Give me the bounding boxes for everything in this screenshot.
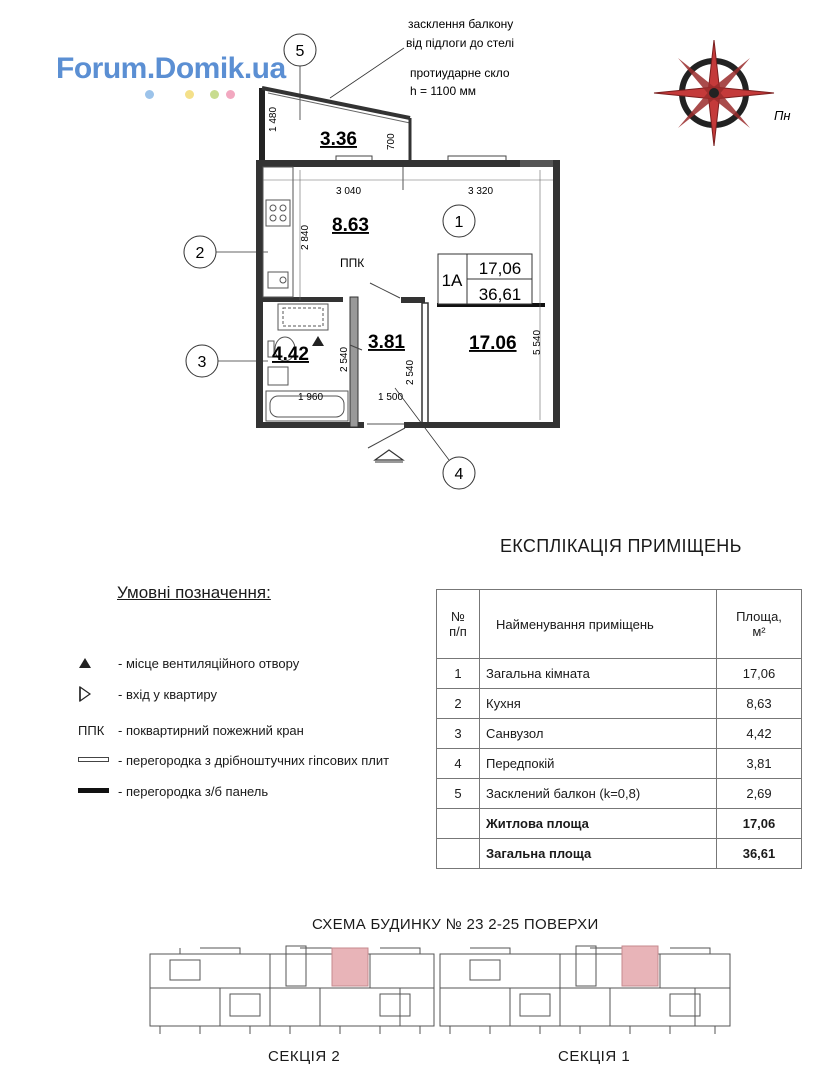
table-row	[437, 779, 802, 809]
table-header	[437, 590, 802, 659]
room-area-balcony: 3.36	[320, 129, 357, 150]
row-name: Загальна кімната	[480, 659, 717, 689]
header-name: Найменування приміщень	[480, 590, 717, 659]
row-area: 3,81	[717, 749, 802, 779]
row-num: 3	[437, 719, 480, 749]
svg-text:4: 4	[454, 466, 464, 483]
legend-item-text: - поквартирний пожежний кран	[118, 722, 304, 738]
row-name: Кухня	[480, 689, 717, 719]
legend-symbol-ppk: ППК	[78, 722, 105, 738]
total-name: Загальна площа	[480, 839, 717, 869]
header-area-line1: Площа,	[736, 609, 782, 624]
callout-4	[395, 388, 475, 489]
dim-kitchen-height: 2 840	[300, 224, 311, 250]
row-name: Засклений балкон (k=0,8)	[480, 779, 717, 809]
row-name: Передпокій	[480, 749, 717, 779]
dim-living-width: 3 320	[468, 186, 494, 197]
svg-text:1 480: 1 480	[268, 106, 279, 132]
table-total-row	[437, 809, 802, 839]
callout-5	[284, 34, 316, 120]
note-balcony-glazing-2: від підлоги до стелі	[406, 36, 515, 50]
row-num: 1	[437, 659, 480, 689]
thick-wall-icon	[78, 787, 110, 795]
svg-text:2: 2	[195, 245, 205, 262]
thin-wall-icon	[78, 756, 110, 764]
dim-kitchen-width: 3 040	[336, 186, 362, 197]
ppk-label: ППК	[340, 256, 365, 270]
highlighted-apartment	[332, 948, 368, 986]
legend-item	[78, 751, 389, 769]
table-row	[437, 659, 802, 689]
legend-item-text: - перегородка з/б панель	[118, 783, 269, 799]
legend-item	[78, 721, 304, 739]
section-2-label: СЕКЦІЯ 2	[268, 1048, 341, 1065]
legend-item	[78, 782, 268, 800]
legend-title: Умовні позначення:	[117, 583, 271, 602]
table-row	[437, 749, 802, 779]
section-1-label: СЕКЦІЯ 1	[558, 1048, 631, 1065]
compass-label: Пн	[774, 108, 791, 123]
header-area	[717, 590, 802, 659]
floor-plan	[0, 0, 832, 500]
callout-1	[443, 205, 475, 237]
total-name: Житлова площа	[480, 809, 717, 839]
dim-hall-height: 2 540	[405, 359, 416, 385]
row-area: 17,06	[717, 659, 802, 689]
svg-text:700: 700	[386, 133, 397, 150]
legend-item-text: - вхід у квартиру	[118, 686, 217, 702]
explication-title: ЕКСПЛІКАЦІЯ ПРИМІЩЕНЬ	[500, 536, 742, 556]
legend-item	[78, 654, 299, 672]
header-area-line2: м²	[752, 624, 766, 639]
callout-3	[186, 345, 268, 377]
legend-item-text: - місце вентиляційного отвору	[118, 655, 300, 671]
row-name: Санвузол	[480, 719, 717, 749]
dim-bath-height: 2 540	[339, 346, 350, 372]
svg-text:1: 1	[454, 214, 464, 231]
legend-item	[78, 685, 217, 703]
row-num: 2	[437, 689, 480, 719]
table-row	[437, 689, 802, 719]
row-num: 5	[437, 779, 480, 809]
highlighted-apartment	[622, 946, 658, 986]
total-area: 36,61	[717, 839, 802, 869]
vent-triangle-icon	[312, 336, 324, 346]
entrance-icon	[375, 450, 403, 460]
dim-total-height: 5 540	[532, 329, 543, 355]
callout-2	[184, 236, 268, 268]
svg-text:1А: 1А	[441, 271, 463, 290]
kitchen-fixtures	[263, 167, 293, 297]
explication-table	[436, 589, 802, 869]
note-glass-2: h = 1100 мм	[410, 84, 476, 98]
row-area: 8,63	[717, 689, 802, 719]
note-glass-1: протиударне скло	[410, 66, 510, 80]
note-balcony-glazing-1: засклення балкону	[408, 17, 514, 31]
dim-hall-width: 1 500	[378, 392, 404, 403]
scheme-title: СХЕМА БУДИНКУ № 23 2-25 ПОВЕРХИ	[312, 916, 599, 933]
row-num: 4	[437, 749, 480, 779]
svg-text:36,61: 36,61	[478, 285, 522, 304]
vent-triangle-icon	[78, 657, 92, 669]
table-row	[437, 719, 802, 749]
room-area-living: 17.06	[469, 333, 517, 354]
svg-text:17,06: 17,06	[478, 259, 522, 278]
balcony	[262, 88, 506, 166]
watermark-logo: Forum.Domik.ua	[56, 52, 286, 85]
apartment-label	[438, 254, 532, 304]
legend-item-text: - перегородка з дрібноштучних гіпсових плит	[118, 752, 390, 768]
room-area-bathroom: 4.42	[272, 344, 309, 365]
header-num	[437, 590, 480, 659]
row-area: 4,42	[717, 719, 802, 749]
svg-text:3: 3	[197, 354, 207, 371]
row-area: 2,69	[717, 779, 802, 809]
entrance-icon	[78, 686, 92, 702]
room-area-kitchen: 8.63	[332, 215, 369, 236]
total-area: 17,06	[717, 809, 802, 839]
header-num-line2: п/п	[449, 624, 467, 639]
dim-bath-width: 1 960	[298, 392, 324, 403]
room-area-hall: 3.81	[368, 332, 405, 353]
svg-text:5: 5	[295, 43, 305, 60]
header-num-line1: №	[451, 609, 465, 624]
note-leader	[330, 48, 404, 98]
building-scheme	[140, 938, 740, 1034]
table-total-row	[437, 839, 802, 869]
